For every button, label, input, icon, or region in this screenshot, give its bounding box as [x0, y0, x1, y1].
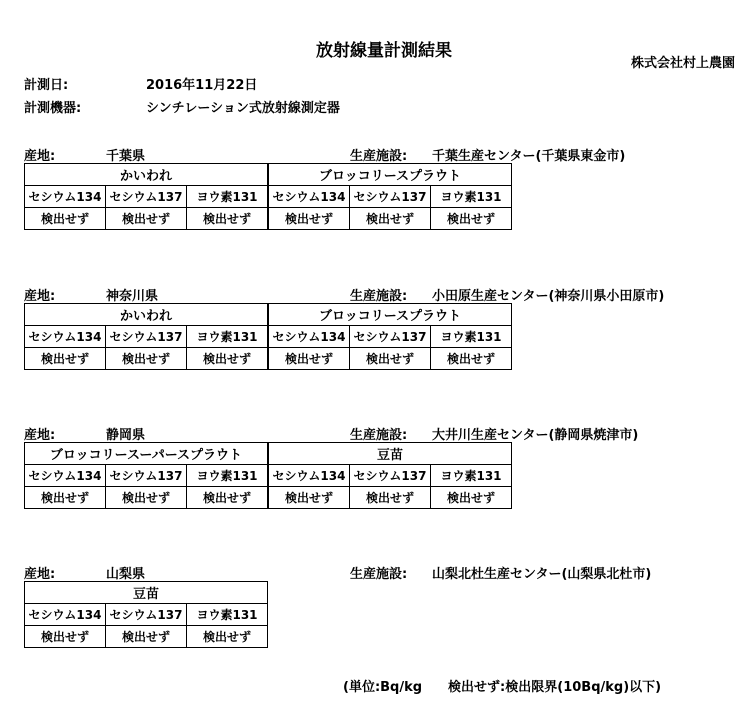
result-cell: 検出せず: [25, 348, 106, 370]
column-header: ヨウ素131: [431, 465, 512, 487]
column-header: セシウム137: [106, 465, 187, 487]
result-cell: 検出せず: [187, 348, 269, 370]
section-yamanashi: [0, 563, 751, 683]
result-cell: 検出せず: [106, 626, 187, 648]
column-header: ヨウ素131: [431, 326, 512, 348]
section-chiba: [0, 145, 751, 265]
column-header: セシウム137: [106, 186, 187, 208]
column-header: セシウム134: [268, 465, 350, 487]
facility-value: 小田原生産センター(神奈川県小田原市): [432, 289, 665, 304]
origin-value: 神奈川県: [106, 289, 159, 304]
product-header: かいわれ: [25, 164, 269, 186]
origin-label: 産地:: [24, 149, 56, 164]
origin-label: 産地:: [24, 567, 56, 582]
product-header: ブロッコリースーパースプラウト: [25, 443, 269, 465]
result-cell: 検出せず: [106, 348, 187, 370]
result-table: [24, 581, 268, 648]
result-cell: 検出せず: [25, 487, 106, 509]
result-cell: 検出せず: [106, 208, 187, 230]
origin-label: 産地:: [24, 289, 56, 304]
column-header: セシウム137: [350, 186, 431, 208]
facility-value: 山梨北杜生産センター(山梨県北杜市): [432, 567, 652, 582]
origin-value: 静岡県: [106, 428, 146, 443]
date-label: 計測日:: [24, 78, 69, 93]
section-kanagawa: [0, 285, 751, 405]
facility-value: 千葉生産センター(千葉県東金市): [432, 149, 626, 164]
column-header: セシウム134: [25, 465, 106, 487]
result-cell: 検出せず: [350, 487, 431, 509]
result-table: [24, 303, 512, 370]
product-header: ブロッコリースプラウト: [268, 304, 512, 326]
page-title: 放射線量計測結果: [316, 41, 452, 61]
origin-label: 産地:: [24, 428, 56, 443]
device-label: 計測機器:: [24, 101, 82, 116]
column-header: セシウム137: [350, 465, 431, 487]
result-cell: 検出せず: [268, 487, 350, 509]
facility-label: 生産施設:: [350, 149, 408, 164]
column-header: セシウム134: [268, 326, 350, 348]
result-table: [24, 442, 512, 509]
result-cell: 検出せず: [268, 348, 350, 370]
company-name: 株式会社村上農園: [630, 56, 735, 71]
date-value: 2016年11月22日: [146, 78, 258, 93]
result-cell: 検出せず: [431, 487, 512, 509]
result-cell: 検出せず: [187, 626, 268, 648]
device-value: シンチレーション式放射線測定器: [146, 101, 340, 116]
column-header: セシウム137: [106, 604, 187, 626]
result-table: [24, 163, 512, 230]
result-cell: 検出せず: [25, 626, 106, 648]
column-header: セシウム134: [25, 186, 106, 208]
result-cell: 検出せず: [350, 208, 431, 230]
product-header: 豆苗: [25, 582, 268, 604]
facility-label: 生産施設:: [350, 428, 408, 443]
column-header: ヨウ素131: [187, 326, 269, 348]
facility-label: 生産施設:: [350, 567, 408, 582]
column-header: ヨウ素131: [431, 186, 512, 208]
result-cell: 検出せず: [350, 348, 431, 370]
column-header: セシウム134: [268, 186, 350, 208]
product-header: 豆苗: [268, 443, 512, 465]
column-header: セシウム134: [25, 604, 106, 626]
unit-note: (単位:Bq/kg 検出せず:検出限界(10Bq/kg)以下): [343, 680, 662, 695]
section-shizuoka: [0, 424, 751, 544]
result-cell: 検出せず: [25, 208, 106, 230]
result-cell: 検出せず: [268, 208, 350, 230]
origin-value: 山梨県: [106, 567, 146, 582]
column-header: セシウム137: [350, 326, 431, 348]
product-header: ブロッコリースプラウト: [268, 164, 512, 186]
result-cell: 検出せず: [187, 208, 269, 230]
result-cell: 検出せず: [431, 348, 512, 370]
column-header: セシウム137: [106, 326, 187, 348]
column-header: ヨウ素131: [187, 186, 269, 208]
result-cell: 検出せず: [187, 487, 269, 509]
product-header: かいわれ: [25, 304, 269, 326]
column-header: ヨウ素131: [187, 465, 269, 487]
result-cell: 検出せず: [431, 208, 512, 230]
column-header: セシウム134: [25, 326, 106, 348]
column-header: ヨウ素131: [187, 604, 268, 626]
facility-label: 生産施設:: [350, 289, 408, 304]
result-cell: 検出せず: [106, 487, 187, 509]
origin-value: 千葉県: [106, 149, 146, 164]
facility-value: 大井川生産センター(静岡県焼津市): [432, 428, 639, 443]
